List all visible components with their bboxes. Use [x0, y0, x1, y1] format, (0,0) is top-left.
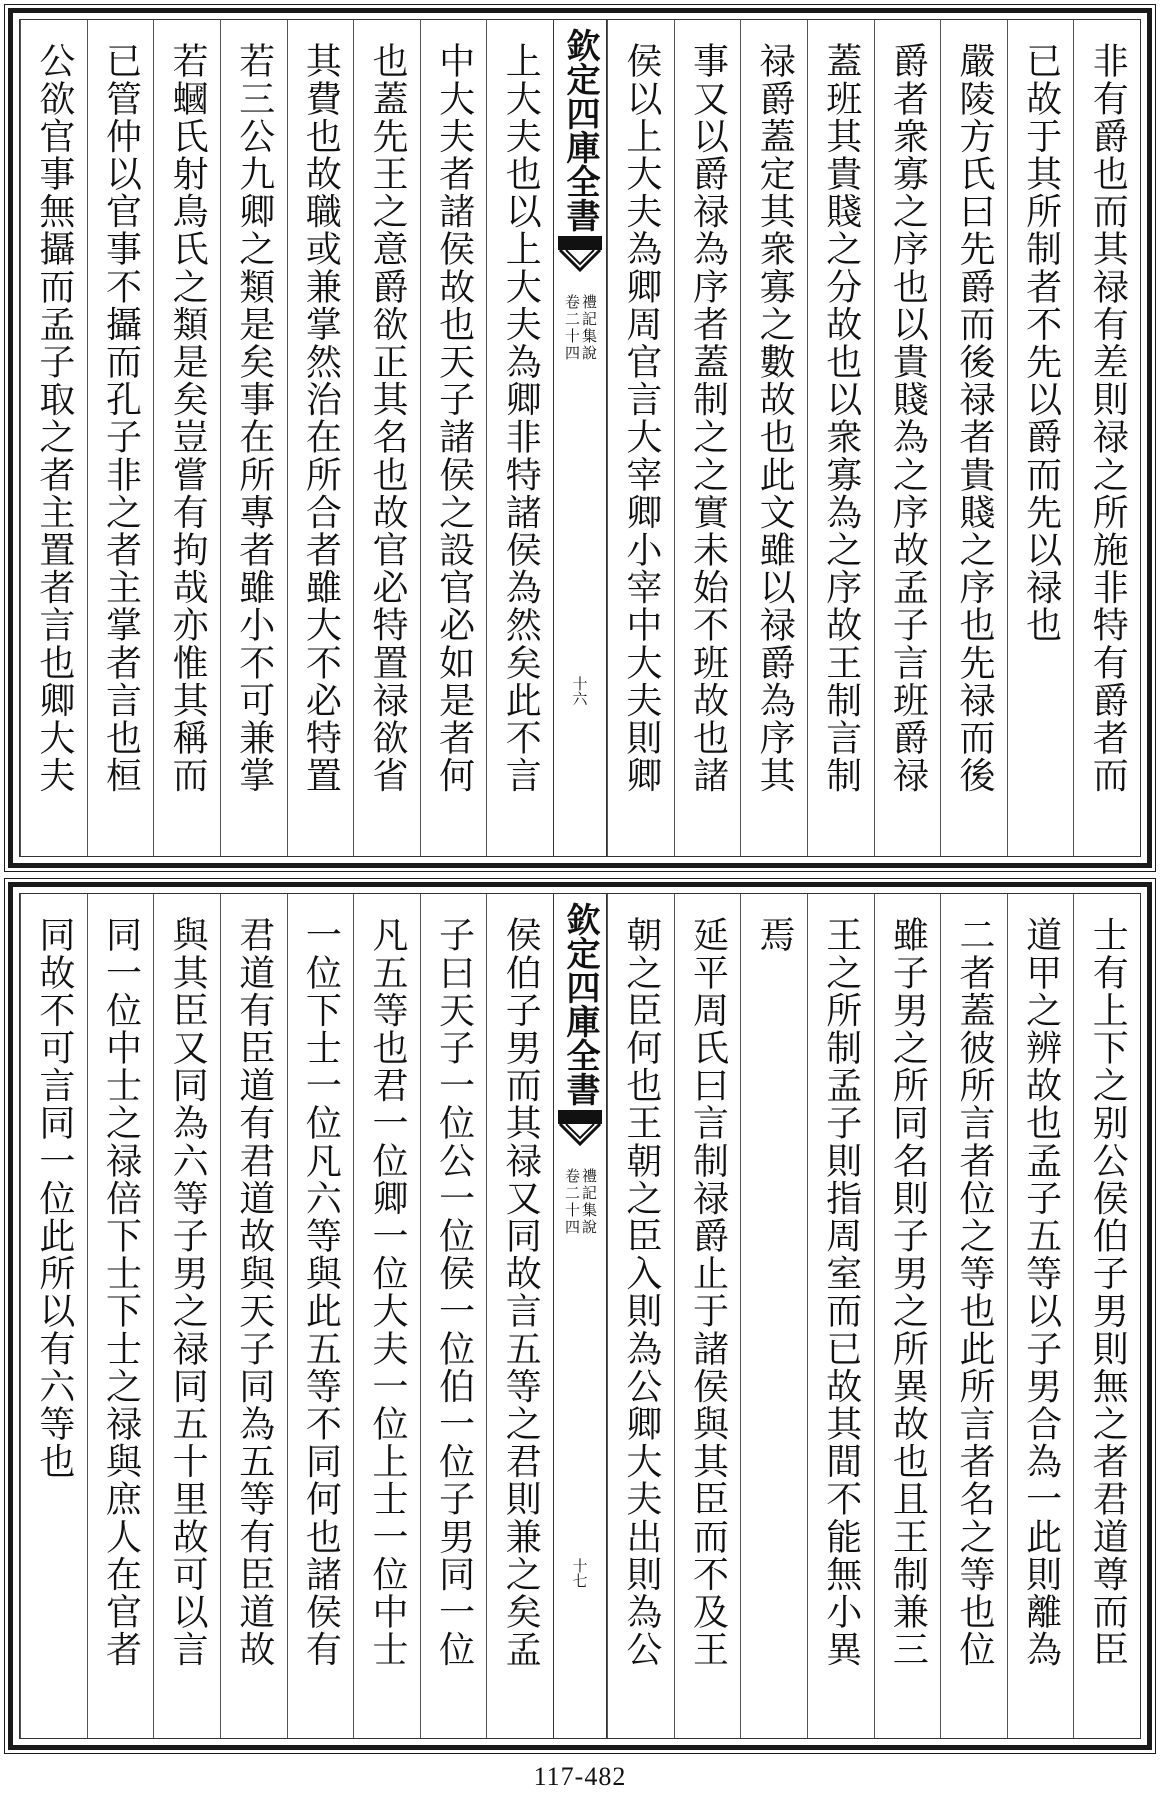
text-column: 已故于其所制者不先以爵而先以禄也 — [1007, 20, 1074, 856]
text-column: 延平周氏曰言制禄爵止于諸侯與其臣而不及王 — [674, 894, 741, 1738]
book-info — [564, 1168, 596, 1236]
text-column: 上大夫也以上大夫為卿非特諸侯為然矣此不言 — [486, 20, 553, 856]
fish-tail-mark-icon — [558, 236, 602, 276]
text-column: 若三公九卿之類是矣事在所專者雖小不可兼掌 — [220, 20, 287, 856]
text-column: 一位下士一位凡六等與此五等不同何也諸侯有 — [287, 894, 354, 1738]
text-column: 士有上下之别公侯伯子男則無之者君道尊而臣 — [1073, 894, 1140, 1738]
text-column: 非有爵也而其禄有差則禄之所施非特有爵者而 — [1073, 20, 1140, 856]
book-title: 禮記集說 — [580, 294, 598, 362]
text-column: 君道有臣道有君道故與天子同為五等有臣道故 — [220, 894, 287, 1738]
text-column: 同一位中士之禄倍下士下士之禄與庶人在官者 — [87, 894, 154, 1738]
text-column: 爵者衆寡之序也以貴賤為之序故孟子言班爵禄 — [874, 20, 941, 856]
book-info — [564, 294, 596, 362]
page-reference: 117-482 — [533, 1762, 627, 1791]
volume-label: 卷二十四 — [563, 294, 581, 362]
text-column: 其費也故職或兼掌然治在所合者雖大不必特置 — [287, 20, 354, 856]
center-spine — [553, 20, 607, 856]
text-column: 事又以爵禄為序者蓋制之之實未始不班故也諸 — [674, 20, 741, 856]
text-column: 焉 — [740, 894, 807, 1738]
text-column: 中大夫者諸侯故也天子諸侯之設官必如是者何 — [420, 20, 487, 856]
text-column: 禄爵蓋定其衆寡之數故也此文雖以禄爵為序其 — [740, 20, 807, 856]
text-column: 侯以上大夫為卿周官言大宰卿小宰中大夫則卿 — [607, 20, 674, 856]
text-column: 侯伯子男而其禄又同故言五等之君則兼之矣孟 — [486, 894, 553, 1738]
text-column: 二者蓋彼所言者位之等也此所言者名之等也位 — [940, 894, 1007, 1738]
center-spine — [553, 894, 607, 1738]
text-column: 王之所制孟子則指周室而已故其間不能無小異 — [807, 894, 874, 1738]
text-column: 也蓋先王之意爵欲正其名也故官必特置禄欲省 — [353, 20, 420, 856]
text-column: 蓋班其貴賤之分故也以衆寡為之序故王制言制 — [807, 20, 874, 856]
text-column: 公欲官事無攝而孟子取之者主置者言也卿大夫 — [20, 20, 87, 856]
top-page-text-frame — [19, 19, 1141, 857]
text-column: 同故不可言同一位此所以有六等也 — [20, 894, 87, 1738]
book-title: 禮記集說 — [580, 1168, 598, 1236]
folio-number: 十六 — [570, 676, 589, 706]
bottom-page-text-frame — [19, 893, 1141, 1739]
text-column: 嚴陵方氏曰先爵而後禄者貴賤之序也先禄而後 — [940, 20, 1007, 856]
top-page — [8, 8, 1152, 868]
text-column: 子曰天子一位公一位侯一位伯一位子男同一位 — [420, 894, 487, 1738]
volume-label: 卷二十四 — [563, 1168, 581, 1236]
text-column: 若蟈氏射鳥氏之類是矣豈嘗有拘哉亦惟其稱而 — [153, 20, 220, 856]
bottom-page — [8, 882, 1152, 1750]
text-column: 凡五等也君一位卿一位大夫一位上士一位中士 — [353, 894, 420, 1738]
collection-title: 欽定四庫全書 — [560, 902, 600, 1106]
collection-title: 欽定四庫全書 — [560, 28, 600, 232]
text-column: 雖子男之所同名則子男之所異故也且王制兼三 — [874, 894, 941, 1738]
fish-tail-mark-icon — [558, 1110, 602, 1150]
text-column: 朝之臣何也王朝之臣入則為公卿大夫出則為公 — [607, 894, 674, 1738]
text-column: 與其臣又同為六等子男之禄同五十里故可以言 — [153, 894, 220, 1738]
text-column: 道甲之辨故也孟子五等以子男合為一此則離為 — [1007, 894, 1074, 1738]
text-column: 已管仲以官事不攝而孔子非之者主掌者言也桓 — [87, 20, 154, 856]
folio-number: 十七 — [570, 1558, 589, 1588]
